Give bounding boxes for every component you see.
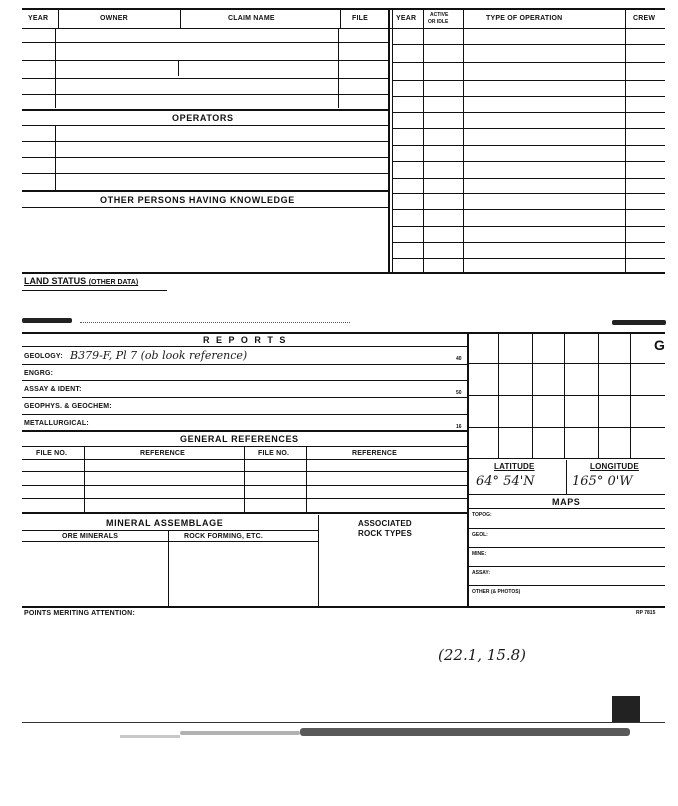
maps-geol: GEOL: (472, 532, 488, 538)
row-line (392, 44, 665, 45)
row-line (22, 430, 467, 432)
row-line (392, 112, 665, 113)
other-persons-title: OTHER PERSONS HAVING KNOWLEDGE (100, 195, 295, 205)
row-line (392, 226, 665, 227)
lat-long-divider (566, 460, 567, 494)
row-line (22, 60, 388, 61)
row-line (22, 530, 318, 531)
maps-other: OTHER (& PHOTOS) (472, 589, 521, 595)
row-line (22, 141, 388, 142)
header-or-idle: OR IDLE (428, 19, 449, 25)
metallurgical-label: METALLURGICAL: (24, 420, 89, 427)
row-line (392, 96, 665, 97)
row-line (392, 178, 665, 179)
scan-noise-band (300, 728, 630, 736)
grid-line (467, 363, 665, 364)
col-line (178, 60, 179, 76)
col-line (84, 446, 85, 512)
header-year-2: YEAR (396, 15, 417, 22)
header-active: ACTIVE (430, 12, 449, 18)
grid-line (467, 427, 665, 428)
scan-edge-line (22, 722, 665, 723)
col-line-type (463, 8, 464, 273)
handwritten-coords: (22.1, 15.8) (438, 646, 527, 664)
row-line (22, 207, 388, 208)
row-line (22, 173, 388, 174)
row-line (392, 193, 665, 194)
col-line (55, 28, 56, 108)
top-border (22, 8, 665, 10)
assay-label: ASSAY & IDENT: (24, 386, 82, 393)
geology-code: 40 (456, 356, 462, 362)
ore-minerals-label: ORE MINERALS (62, 533, 119, 540)
engrg-label: ENGRG: (24, 370, 54, 377)
ref-header-reference-2: REFERENCE (352, 450, 397, 457)
header-bottom-line (22, 28, 665, 29)
ref-header-reference-1: REFERENCE (140, 450, 185, 457)
corner-letter: G (654, 337, 665, 353)
top-table-bottom-line (22, 272, 665, 274)
scan-noise-band (180, 731, 300, 735)
maps-title: MAPS (552, 497, 581, 507)
row-line (392, 62, 665, 63)
general-references-title: GENERAL REFERENCES (180, 434, 299, 444)
col-line (340, 8, 341, 28)
grid-line (467, 395, 665, 396)
col-line (306, 446, 307, 512)
scan-black-block (612, 696, 640, 722)
operators-top-line (22, 109, 388, 111)
col-line (58, 8, 59, 28)
longitude-value: 165° 0'W (572, 474, 633, 489)
latitude-label: LATITUDE (494, 462, 535, 471)
form-code: RP 7815 (636, 610, 656, 616)
maps-topog: TOPOG: (472, 512, 492, 518)
header-file: FILE (352, 15, 368, 22)
grid-line (467, 528, 665, 529)
maps-assay: ASSAY: (472, 570, 491, 576)
row-line (392, 242, 665, 243)
reports-title: R E P O R T S (203, 335, 288, 345)
geology-value: B379-F, Pl 7 (ob look reference) (70, 349, 248, 362)
row-line (22, 42, 388, 43)
row-line (22, 364, 467, 365)
header-type-of-operation: TYPE OF OPERATION (486, 15, 563, 22)
row-line (22, 94, 388, 95)
grid-line (467, 547, 665, 548)
geology-label: GEOLOGY: (24, 353, 63, 360)
grid-line (467, 508, 665, 509)
col-line (180, 8, 181, 28)
grid-line (467, 494, 665, 495)
scan-smudge (22, 318, 72, 323)
row-line (22, 414, 467, 415)
row-line (392, 145, 665, 146)
row-line (22, 512, 467, 514)
col-line (55, 125, 56, 191)
center-divider (388, 8, 390, 273)
maps-mine: MINE: (472, 551, 487, 557)
col-line (168, 530, 169, 606)
ref-header-file-no-1: FILE NO. (36, 450, 68, 457)
header-claim-name: CLAIM NAME (228, 15, 275, 22)
header-owner: OWNER (100, 15, 128, 22)
land-status-label (24, 276, 138, 286)
metallurgical-code: 16 (456, 424, 462, 430)
col-line (338, 28, 339, 108)
grid-line (467, 585, 665, 586)
row-line (22, 78, 388, 79)
row-line (22, 346, 467, 347)
other-persons-top-line (22, 190, 388, 192)
reports-top-line (22, 332, 665, 334)
row-line (22, 541, 318, 542)
land-status-underline (22, 290, 167, 291)
grid-line (467, 566, 665, 567)
ref-header-file-no-2: FILE NO. (258, 450, 290, 457)
right-panel-divider (467, 332, 469, 606)
row-line (392, 80, 665, 81)
longitude-label: LONGITUDE (590, 462, 639, 471)
center-divider-inner (392, 8, 393, 273)
rock-forming-label: ROCK FORMING, ETC. (184, 533, 264, 540)
land-status-sub: (OTHER DATA) (88, 279, 139, 286)
row-line (22, 397, 467, 398)
row-line (392, 161, 665, 162)
land-status-text: LAND STATUS (24, 276, 87, 286)
rock-types-label: ROCK TYPES (358, 529, 413, 538)
col-line (318, 515, 319, 606)
row-line (22, 380, 467, 381)
row-line (22, 125, 388, 126)
operators-title: OPERATORS (172, 113, 234, 123)
points-meriting-attention: POINTS MERITING ATTENTION: (24, 610, 135, 617)
mineral-assemblage-title: MINERAL ASSEMBLAGE (106, 518, 224, 528)
row-line (392, 258, 665, 259)
scan-noise (80, 322, 350, 323)
col-line-crew (625, 8, 626, 273)
geophys-label: GEOPHYS. & GEOCHEM: (24, 403, 112, 410)
scan-smudge (612, 320, 666, 325)
latitude-value: 64° 54'N (476, 474, 535, 489)
assay-code: 50 (456, 390, 462, 396)
header-year: YEAR (28, 15, 49, 22)
associated-label: ASSOCIATED (358, 519, 412, 528)
grid-line (467, 458, 665, 459)
bottom-line (22, 606, 665, 608)
row-line (392, 209, 665, 210)
col-line-active (423, 8, 424, 273)
row-line (392, 128, 665, 129)
header-crew: CREW (633, 15, 656, 22)
row-line (22, 157, 388, 158)
col-line (244, 446, 245, 512)
scan-noise-band (120, 735, 180, 738)
